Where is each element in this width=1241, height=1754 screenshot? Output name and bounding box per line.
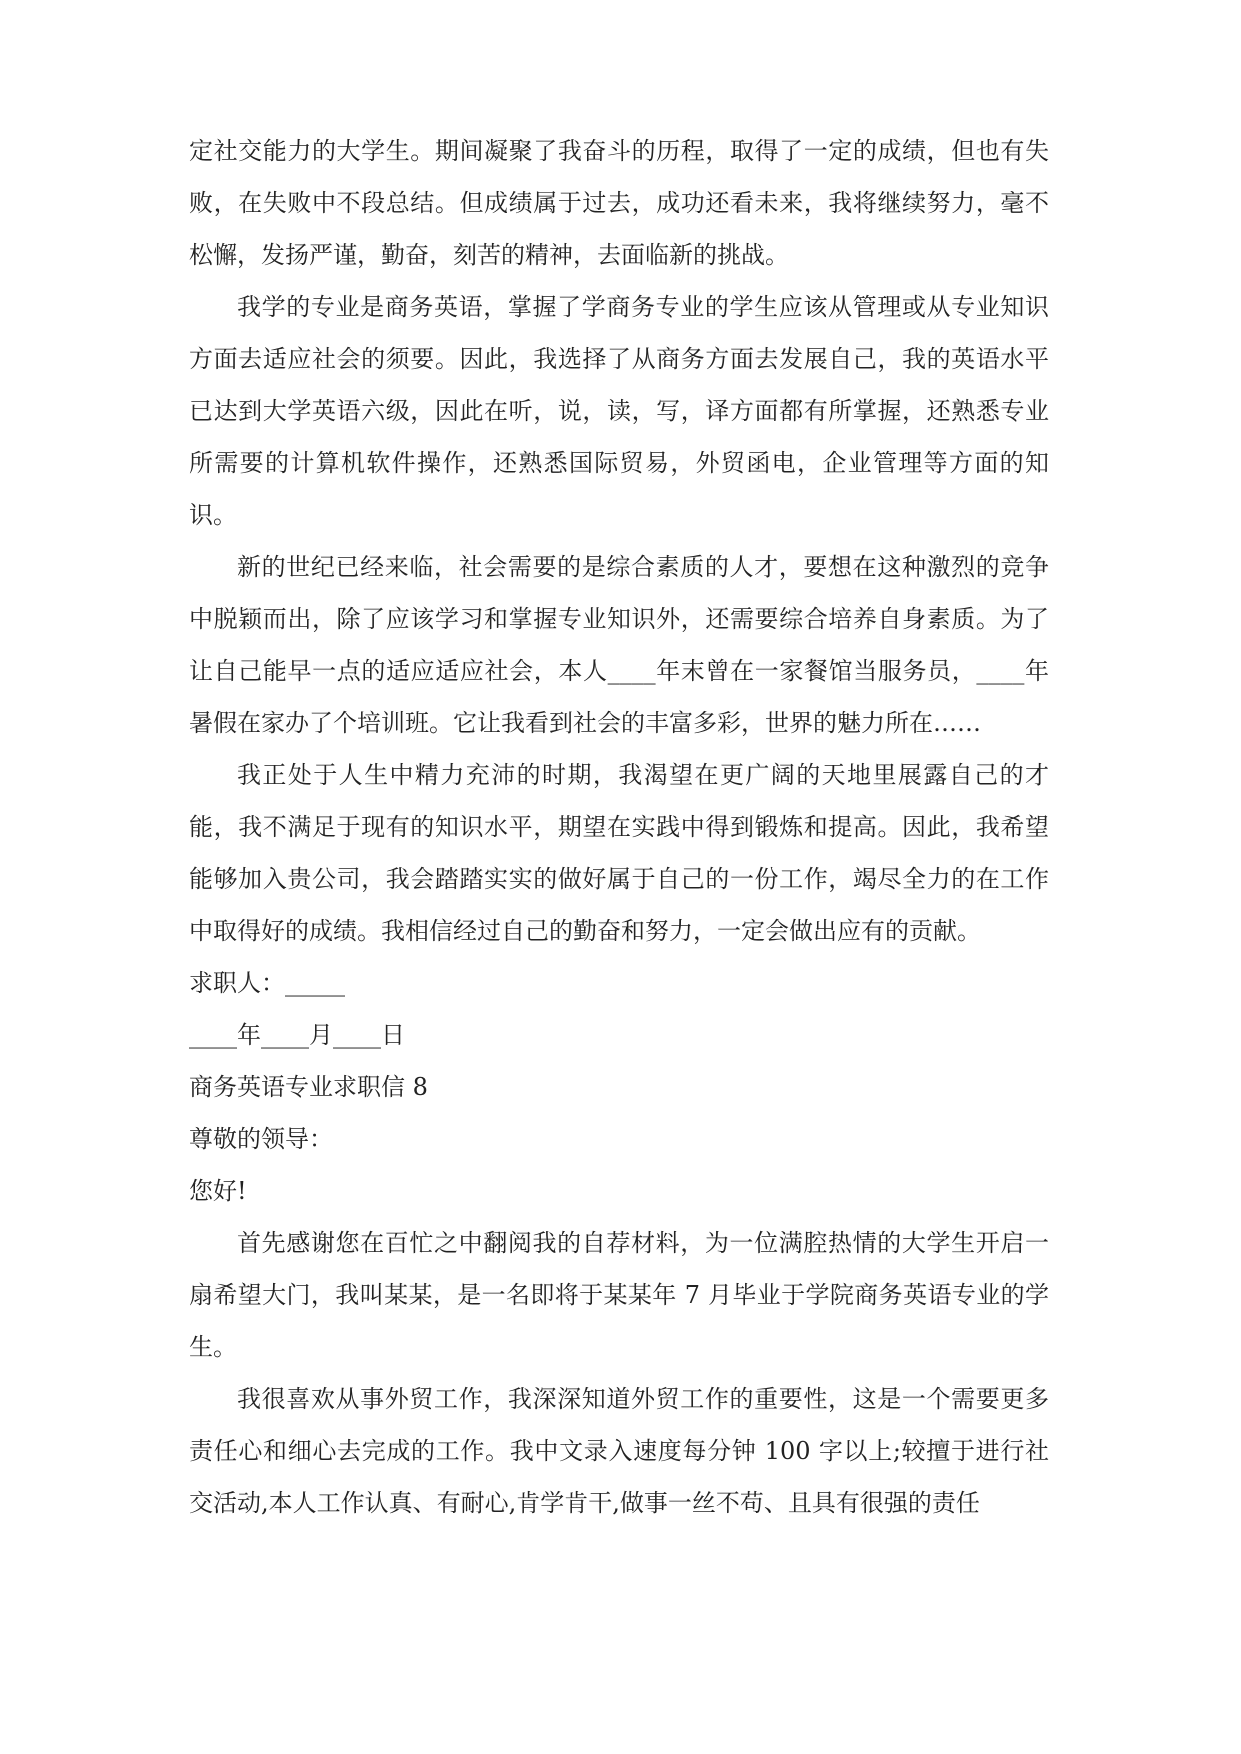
paragraph-introduction: 首先感谢您在百忙之中翻阅我的自荐材料，为一位满腔热情的大学生开启一扇希望大门，我叫某某，是一名即将于某某年 7 月毕业于学院商务英语专业的学生。 bbox=[189, 1229, 1049, 1361]
greeting: 您好! bbox=[189, 1177, 247, 1205]
applicant-signature-line: 求职人：_____ bbox=[189, 969, 345, 997]
paragraph-major: 我学的专业是商务英语，掌握了学商务专业的学生应该从管理或从专业知识方面去适应社会的须要。因此，我选择了从商务方面去发展自己，我的英语水平已达到大学英语六级，因此在听，说，读，写，译方面都有所掌握，还熟悉专业所需要的计算机软件操作，还熟悉国际贸易，外贸函电，企业管理等方面的知识。 bbox=[189, 293, 1049, 529]
paragraph-foreign-trade: 我很喜欢从事外贸工作，我深深知道外贸工作的重要性，这是一个需要更多责任心和细心去完成的工作。我中文录入速度每分钟 100 字以上;较擅于进行社交活动,本人工作认真、有耐心,肯学肯干,做事一丝不苟、且具有很强的责任 bbox=[189, 1385, 1049, 1517]
paragraph-continued: 定社交能力的大学生。期间凝聚了我奋斗的历程，取得了一定的成绩，但也有失败，在失败中不段总结。但成绩属于过去，成功还看未来，我将继续努力，毫不松懈，发扬严谨，勤奋，刻苦的精神，去面临新的挑战。 bbox=[189, 137, 1049, 269]
date-line: ____年____月____日 bbox=[189, 1021, 405, 1049]
paragraph-aspiration: 我正处于人生中精力充沛的时期，我渴望在更广阔的天地里展露自己的才能，我不满足于现有的知识水平，期望在实践中得到锻炼和提高。因此，我希望能够加入贵公司，我会踏踏实实的做好属于自己的一份工作，竭尽全力的在工作中取得好的成绩。我相信经过自己的勤奋和努力，一定会做出应有的贡献。 bbox=[189, 761, 1049, 945]
salutation: 尊敬的领导： bbox=[189, 1125, 333, 1153]
paragraph-new-century: 新的世纪已经来临，社会需要的是综合素质的人才，要想在这种激烈的竞争中脱颖而出，除了应该学习和掌握专业知识外，还需要综合培养自身素质。为了让自己能早一点的适应适应社会，本人____年末曾在一家餐馆当服务员，____年暑假在家办了个培训班。它让我看到社会的丰富多彩，世界的魅力所在…… bbox=[189, 553, 1049, 737]
letter-title: 商务英语专业求职信 8 bbox=[189, 1073, 428, 1101]
document-body bbox=[189, 125, 1049, 1529]
